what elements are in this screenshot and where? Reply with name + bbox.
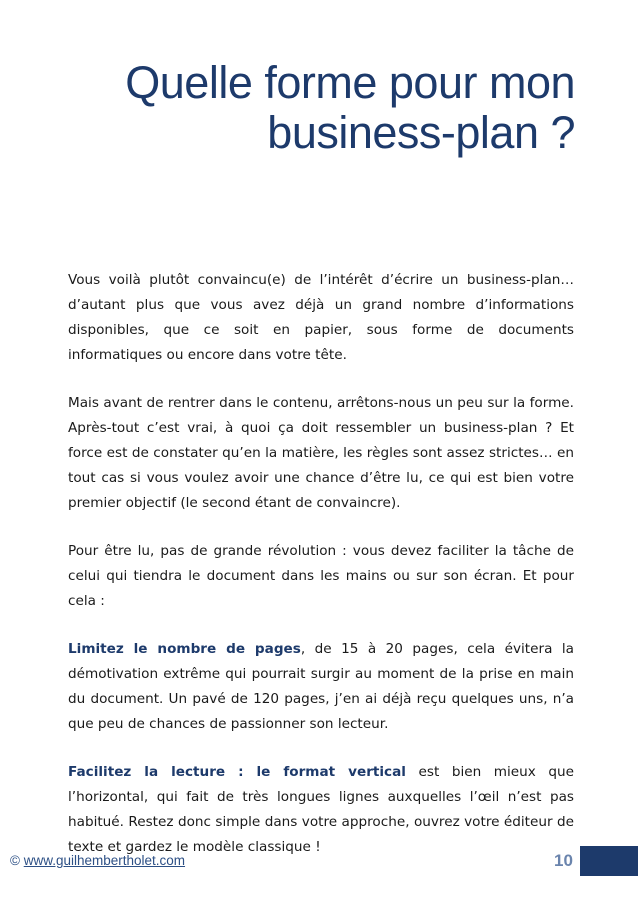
page-number-bar <box>580 846 638 876</box>
footer-copyright <box>10 853 185 868</box>
paragraph-4-text: , de 15 à 20 pages, cela évitera la démotivation extrême qui pourrait surgir au moment de la prise en main du document. Un pavé de 120 pages, j’en ai déjà reçu quelques uns, n’a que peu de chances de passionner son lecteur. <box>68 641 574 732</box>
page-title: Quelle forme pour mon business-plan ? <box>125 57 575 158</box>
paragraph-2: Mais avant de rentrer dans le contenu, arrêtons-nous un peu sur la forme. Après-tout c’est vrai, à quoi ça doit ressembler un business-plan ? Et force est de constater qu’en la matière, les règles sont assez strictes… en tout cas si vous voulez avoir une chance d’être lu, ce qui est bien votre premier objectif (le second étant de convaincre). <box>68 395 574 511</box>
paragraph-3: Pour être lu, pas de grande révolution : vous devez faciliter la tâche de celui qui tiendra le document dans les mains ou sur son écran. Et pour cela : <box>68 543 574 609</box>
emphasis-vertical-format: Facilitez la lecture : le format vertical <box>68 764 406 780</box>
emphasis-limit-pages: Limitez le nombre de pages <box>68 641 301 657</box>
paragraph-5-text: est bien mieux que l’horizontal, qui fait de très longues lignes auxquelles l’œil n’est pas habitué. Restez donc simple dans votre approche, ouvrez votre éditeur de texte et gardez le modèle classique ! <box>68 764 574 855</box>
page-number: 10 <box>554 851 573 870</box>
copyright-symbol: © <box>10 853 20 868</box>
paragraph-4 <box>68 637 574 737</box>
paragraph-1: Vous voilà plutôt convaincu(e) de l’intérêt d’écrire un business-plan… d’autant plus que vous avez déjà un grand nombre d’informations disponibles, que ce soit en papier, sous forme de documents informatiques ou encore dans votre tête. <box>68 272 574 363</box>
body-text <box>68 268 574 883</box>
paragraph-5 <box>68 760 574 860</box>
website-link[interactable]: www.guilhembertholet.com <box>23 853 186 868</box>
